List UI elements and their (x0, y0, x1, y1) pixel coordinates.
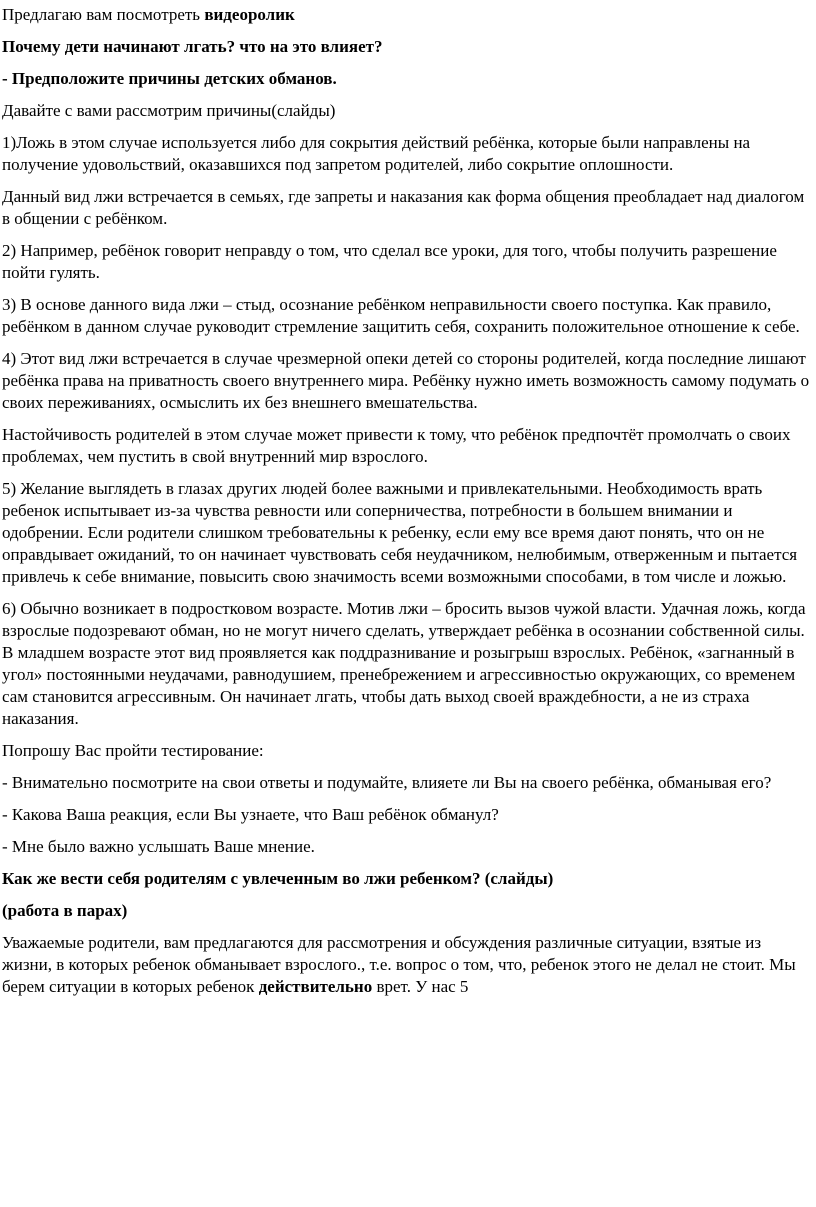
cause-1-note-paragraph: Данный вид лжи встречается в семьях, где запреты и наказания как форма общения преобладает над диалогом в общении с ребёнком. (2, 187, 805, 228)
situations-paragraph (2, 932, 812, 998)
intro-paragraph (2, 4, 812, 26)
question-heading: Почему дети начинают лгать? что на это влияет? (2, 37, 383, 56)
cause-4-paragraph: 4) Этот вид лжи встречается в случае чрезмерной опеки детей со стороны родителей, когда последние лишают ребёнка права на приватность своего внутреннего мира. Ребёнку нужно иметь возможность самому подумать о своих переживаниях, осмыслить их без внешнего вмешательства. (2, 349, 810, 412)
test-item-1: - Внимательно посмотрите на свои ответы и подумайте, влияете ли Вы на своего ребёнка, обманывая его? (2, 773, 772, 792)
test-item-2: - Какова Ваша реакция, если Вы узнаете, что Ваш ребёнок обманул? (2, 805, 499, 824)
cause-1-paragraph: 1)Ложь в этом случае используется либо для сокрытия действий ребёнка, которые были направлены на получение удовольствий, оказавшихся под запретом родителей, либо сокрытие оплошности. (2, 133, 751, 174)
intro-text: Предлагаю вам посмотреть (2, 5, 205, 24)
cause-2-paragraph: 2) Например, ребёнок говорит неправду о том, что сделал все уроки, для того, чтобы получить разрешение пойти гулять. (2, 241, 777, 282)
task-heading: - Предположите причины детских обманов. (2, 69, 337, 88)
pair-work-heading: (работа в парах) (2, 901, 128, 920)
situations-text-before: Уважаемые родители, вам предлагаются для рассмотрения и обсуждения различные ситуации, взятые из жизни, в которых ребенок обманывает взрослого., т.е. вопрос о том, что, ребенок этого не делал не стоит. Мы берем ситуации в которых ребенок (2, 933, 796, 996)
parents-heading: Как же вести себя родителям с увлеченным во лжи ребенком? (слайды) (2, 869, 554, 888)
test-item-3: - Мне было важно услышать Ваше мнение. (2, 837, 315, 856)
situations-text-after: врет. У нас 5 (372, 977, 469, 996)
cause-5-paragraph: 5) Желание выглядеть в глазах других людей более важными и привлекательными. Необходимость врать ребенок испытывает из-за чувства ревности или соперничества, потребности в большем внимании и одобрении. Если родители слишком требовательны к ребенку, если ему все время дают понять, что он не оправдывает ожиданий, то он начинает чувствовать себя неудачником, нелюбимым, отверженным и пытается привлечь к себе внимание, повысить свою значимость всеми возможными способами, в том числе и ложью. (2, 479, 798, 586)
intro-bold-word: видеоролик (204, 5, 295, 24)
causes-intro-paragraph: Давайте с вами рассмотрим причины(слайды) (2, 101, 336, 120)
cause-4-note-paragraph: Настойчивость родителей в этом случае может привести к тому, что ребёнок предпочтёт промолчать о своих проблемах, чем пустить в свой внутренний мир взрослого. (2, 425, 791, 466)
situations-bold-word: действительно (258, 977, 373, 996)
testing-paragraph: Попрошу Вас пройти тестирование: (2, 741, 264, 760)
cause-6-paragraph: 6) Обычно возникает в подростковом возрасте. Мотив лжи – бросить вызов чужой власти. Удачная ложь, когда взрослые подозревают обман, но не могут ничего сделать, утверждает ребёнка в осознании собственной силы. В младшем возрасте этот вид проявляется как поддразнивание и розыгрыш взрослых. Ребёнок, «загнанный в угол» постоянными неудачами, равнодушием, пренебрежением и агрессивностью окружающих, со временем сам становится агрессивным. Он начинает лгать, чтобы дать выход своей враждебности, а не из страха наказания. (2, 599, 806, 728)
cause-3-paragraph: 3) В основе данного вида лжи – стыд, осознание ребёнком неправильности своего поступка. Как правило, ребёнком в данном случае руководит стремление защитить себя, сохранить положительное отношение к себе. (2, 295, 800, 336)
